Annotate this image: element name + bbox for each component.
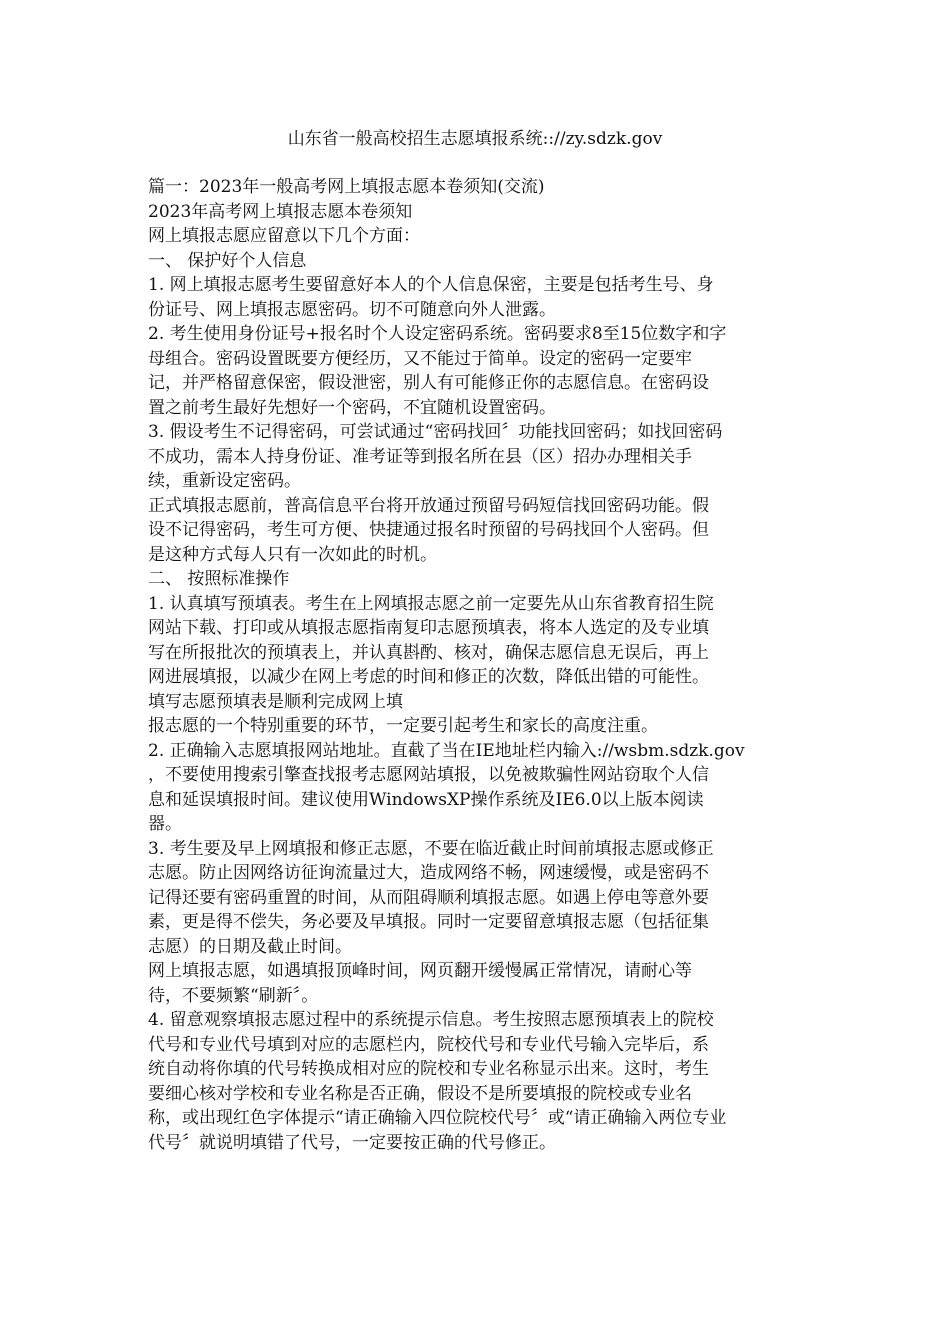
text-line: 写在所报批次的预填表上，并认真斟酌、核对，确保志愿信息无误后，再上 bbox=[148, 642, 709, 663]
text-line: 1. 网上填报志愿考生要留意好本人的个人信息保密，主要是包括考生号、身 bbox=[148, 275, 714, 295]
text-line: 称，或出现红色字体提示“请正确输入四位院校代号〞或“请正确输入两位专业 bbox=[148, 1108, 727, 1128]
text-line: 网上填报志愿应留意以下几个方面： bbox=[148, 226, 420, 246]
text-line: 记得还要有密码重置的时间，从而阻碍顺利填报志愿。如遇上停电等意外要 bbox=[148, 887, 709, 908]
text-line: 不成功，需本人持身份证、准考证等到报名所在县（区）招办办理相关手 bbox=[148, 446, 692, 467]
text-line: 一、 保护好个人信息 bbox=[148, 250, 307, 271]
text-line: 素，更是得不偿失，务必要及早填报。同时一定要留意填报志愿（包括征集 bbox=[148, 912, 709, 932]
text-line: 记，并严格留意保密，假设泄密，别人有可能修正你的志愿信息。在密码设 bbox=[148, 373, 709, 393]
document-title: 山东省一般高校招生志愿填报系统:://zy.sdzk.gov bbox=[287, 129, 663, 149]
text-line: 代号和专业代号填到对应的志愿栏内，院校代号和专业代号输入完毕后，系 bbox=[148, 1034, 709, 1055]
text-line: 器。 bbox=[148, 814, 182, 834]
text-line: ，不要使用搜索引擎查找报考志愿网站填报，以免被欺骗性网站窃取个人信 bbox=[148, 765, 709, 785]
text-line: 网上填报志愿，如遇填报顶峰时间，网页翻开缓慢属正常情况，请耐心等 bbox=[148, 961, 692, 981]
text-line: 正式填报志愿前，普高信息平台将开放通过预留号码短信找回密码功能。假 bbox=[148, 495, 709, 516]
text-line: 息和延误填报时间。建议使用WindowsXP操作系统及IE6.0以上版本阅读 bbox=[148, 789, 704, 810]
text-line: 志愿。防止因网络访征询流量过大，造成网络不畅，网速缓慢，或是密码不 bbox=[148, 863, 709, 883]
text-line: 3. 假设考生不记得密码，可尝试通过“密码找回〞功能找回密码；如找回密码 bbox=[148, 422, 723, 442]
text-line: 网站下载、打印或从填报志愿指南复印志愿预填表，将本人选定的及专业填 bbox=[148, 618, 709, 638]
text-line: 续，重新设定密码。 bbox=[148, 471, 301, 491]
text-line: 篇一：2023年一般高考网上填报志愿本卷须知(交流) bbox=[148, 177, 545, 197]
text-line: 1. 认真填写预填表。考生在上网填报志愿之前一定要先从山东省教育招生院 bbox=[148, 593, 714, 614]
document-body bbox=[148, 175, 804, 1155]
text-line: 2023年高考网上填报志愿本卷须知 bbox=[148, 201, 413, 222]
text-line: 置之前考生最好先想好一个密码，不宜随机设置密码。 bbox=[148, 397, 556, 418]
text-line: 份证号、网上填报志愿密码。切不可随意向外人泄露。 bbox=[148, 299, 556, 320]
text-line: 设不记得密码，考生可方便、快捷通过报名时预留的号码找回个人密码。但 bbox=[148, 520, 709, 540]
text-line: 母组合。密码设置既要方便经历，又不能过于简单。设定的密码一定要牢 bbox=[148, 348, 692, 369]
text-line: 二、 按照标准操作 bbox=[148, 569, 290, 589]
text-line: 网进展填报，以减少在网上考虑的时间和修正的次数，降低出错的可能性。 bbox=[148, 667, 709, 687]
text-line: 统自动将你填的代号转换成相对应的院校和专业名称显示出来。这时，考生 bbox=[148, 1059, 709, 1079]
text-line: 待，不要频繁“刷新〞。 bbox=[148, 985, 319, 1006]
text-line: 报志愿的一个特别重要的环节，一定要引起考生和家长的高度注重。 bbox=[148, 716, 658, 736]
text-line: 3. 考生要及早上网填报和修正志愿，不要在临近截止时间前填报志愿或修正 bbox=[148, 838, 714, 859]
text-line: 2. 正确输入志愿填报网站地址。直截了当在IE地址栏内输入://wsbm.sdzk.gov bbox=[148, 740, 745, 761]
text-line: 要细心核对学校和专业名称是否正确，假设不是所要填报的院校或专业名 bbox=[148, 1083, 692, 1104]
text-line: 代号〞就说明填错了代号，一定要按正确的代号修正。 bbox=[148, 1132, 556, 1153]
text-line: 是这种方式每人只有一次如此的时机。 bbox=[148, 544, 437, 565]
text-line: 2. 考生使用身份证号+报名时个人设定密码系统。密码要求8至15位数字和字 bbox=[148, 324, 727, 344]
text-line: 志愿）的日期及截止时间。 bbox=[148, 936, 352, 957]
text-line: 填写志愿预填表是顺利完成网上填 bbox=[148, 691, 403, 712]
text-line: 4. 留意观察填报志愿过程中的系统提示信息。考生按照志愿预填表上的院校 bbox=[148, 1010, 714, 1030]
